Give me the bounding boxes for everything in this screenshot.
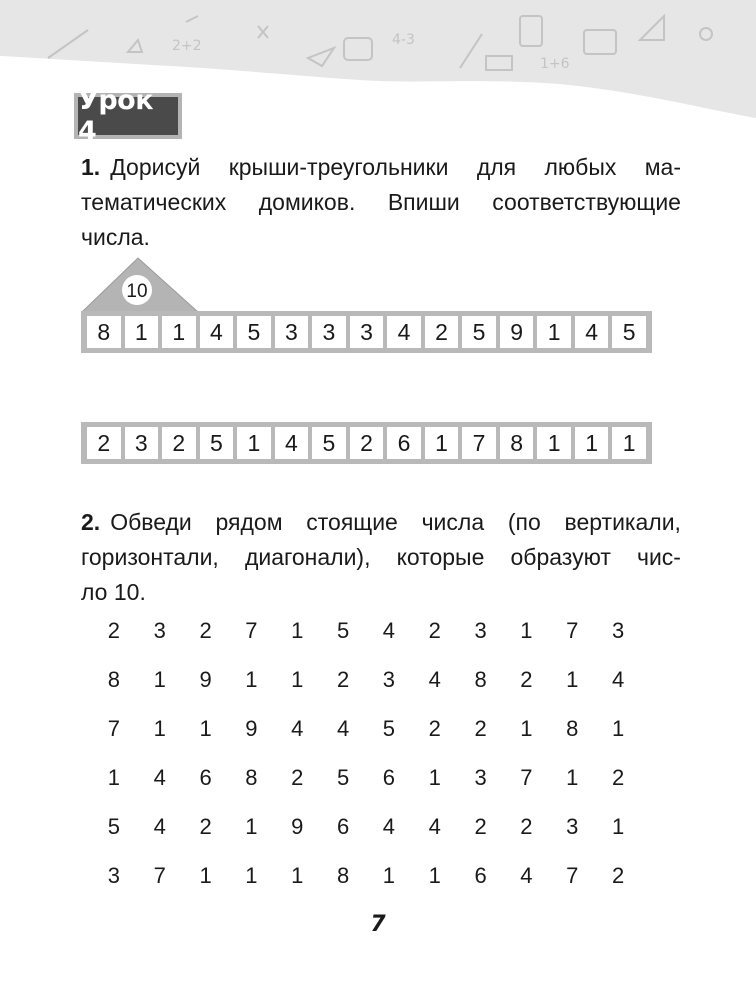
grid-number: 8	[336, 862, 350, 888]
grid-number: 4	[520, 862, 533, 888]
number-cell: 5	[612, 316, 646, 348]
number-cell: 4	[275, 427, 309, 459]
task-1-line-3: числа.	[81, 224, 150, 250]
grid-number: 1	[291, 666, 304, 692]
page-number: 7	[370, 912, 386, 937]
grid-number: 2	[611, 862, 625, 888]
task-2-line-1-word: (по	[507, 509, 541, 535]
task-1-line-2-word: тематических	[81, 189, 227, 215]
number-cell: 1	[537, 427, 571, 459]
grid-number: 6	[336, 813, 350, 839]
task-2-line-1-word: Обведи	[110, 509, 192, 535]
grid-number: 2	[199, 813, 212, 839]
task-1-number: 1.	[81, 154, 101, 180]
grid-number: 1	[566, 666, 579, 692]
grid-number: 1	[153, 715, 166, 741]
number-cell: 2	[425, 316, 459, 348]
task-2-line-1-word: рядом	[215, 509, 283, 535]
number-cell: 4	[200, 316, 234, 348]
grid-number: 2	[336, 666, 350, 692]
task-2-line-2-word: образуют	[510, 544, 611, 570]
task-2-line-2-word: которые	[396, 544, 485, 570]
svg-text:1+6: 1+6	[540, 56, 570, 72]
number-cell: 4	[387, 316, 421, 348]
number-cell: 1	[612, 427, 646, 459]
grid-number: 7	[245, 617, 258, 643]
task-2-line-2-word: диагонали),	[244, 544, 371, 570]
number-cell: 3	[275, 316, 309, 348]
number-cell: 5	[462, 316, 496, 348]
svg-text:4-3: 4-3	[392, 32, 415, 48]
grid-number: 2	[520, 666, 533, 692]
number-cell: 1	[125, 316, 159, 348]
grid-number: 4	[153, 813, 166, 839]
grid-number: 1	[199, 862, 212, 888]
grid-number: 7	[107, 715, 121, 741]
task-2-line-2-word: горизонтали,	[81, 544, 219, 570]
number-cell: 3	[312, 316, 346, 348]
grid-number: 2	[611, 764, 625, 790]
number-cell: 1	[425, 427, 459, 459]
grid-number: 6	[199, 764, 212, 790]
grid-number: 1	[291, 862, 304, 888]
number-cell: 5	[312, 427, 346, 459]
number-house-row-2	[81, 422, 652, 464]
grid-number: 5	[107, 813, 121, 839]
grid-number: 2	[428, 715, 441, 741]
grid-number: 8	[474, 666, 487, 692]
task-1-line-1-word: для	[476, 154, 517, 180]
grid-number: 4	[428, 813, 441, 839]
grid-number: 4	[153, 764, 166, 790]
number-cell: 5	[200, 427, 234, 459]
number-cell: 8	[500, 427, 534, 459]
task-1-line-2	[81, 185, 681, 220]
task-1-line-1-word: ма-	[644, 154, 681, 180]
grid-number: 4	[382, 617, 396, 643]
grid-number: 9	[199, 666, 212, 692]
grid-number: 3	[566, 813, 579, 839]
number-cell: 3	[350, 316, 384, 348]
lesson-badge	[74, 85, 182, 147]
grid-number: 5	[382, 715, 396, 741]
grid-number: 5	[336, 764, 350, 790]
task-2-line-2-word: чис-	[636, 544, 681, 570]
grid-number: 7	[566, 862, 579, 888]
grid-number: 2	[474, 813, 487, 839]
grid-number: 3	[107, 862, 121, 888]
task-2-line-1	[81, 505, 681, 540]
number-grid	[91, 606, 641, 900]
grid-number: 2	[199, 617, 212, 643]
grid-number: 4	[291, 715, 304, 741]
grid-number: 1	[382, 862, 396, 888]
grid-number: 1	[611, 813, 625, 839]
grid-number: 4	[336, 715, 350, 741]
grid-number: 1	[520, 617, 533, 643]
task-1-line-1-word: Дорисуй	[110, 154, 201, 180]
grid-number: 2	[428, 617, 441, 643]
task-2-instructions	[81, 505, 681, 610]
grid-number: 4	[611, 666, 625, 692]
task-1-line-2-word: домиков.	[258, 189, 356, 215]
grid-number: 1	[611, 715, 625, 741]
number-cell: 2	[162, 427, 196, 459]
task-1-line-2-word: Впиши	[387, 189, 460, 215]
grid-number: 6	[382, 764, 396, 790]
grid-number: 2	[474, 715, 487, 741]
number-cell: 6	[387, 427, 421, 459]
number-cell: 9	[500, 316, 534, 348]
number-house-row-1	[81, 311, 652, 353]
number-cell: 5	[237, 316, 271, 348]
grid-number: 1	[107, 764, 121, 790]
number-cell: 2	[87, 427, 121, 459]
number-cell: 4	[575, 316, 609, 348]
task-1-instructions	[81, 150, 681, 255]
grid-number: 1	[199, 715, 212, 741]
grid-number: 7	[153, 862, 166, 888]
grid-number: 1	[566, 764, 579, 790]
example-roof-triangle	[80, 256, 200, 312]
grid-number: 1	[428, 764, 441, 790]
number-cell: 3	[125, 427, 159, 459]
grid-number: 7	[520, 764, 533, 790]
task-2-line-1-word: вертикали,	[564, 509, 681, 535]
number-cell: 1	[575, 427, 609, 459]
grid-number: 1	[520, 715, 533, 741]
grid-number: 2	[107, 617, 121, 643]
grid-number: 8	[107, 666, 121, 692]
grid-number: 1	[153, 666, 166, 692]
grid-number: 8	[566, 715, 579, 741]
grid-number: 9	[245, 715, 258, 741]
number-cell: 8	[87, 316, 121, 348]
grid-number: 6	[474, 862, 487, 888]
grid-number: 8	[245, 764, 258, 790]
lesson-title: Урок 4	[78, 97, 178, 135]
grid-number: 7	[566, 617, 579, 643]
grid-number: 5	[336, 617, 350, 643]
grid-number: 3	[153, 617, 166, 643]
number-cell: 2	[350, 427, 384, 459]
grid-number: 1	[245, 666, 258, 692]
number-cell: 1	[237, 427, 271, 459]
grid-number: 4	[428, 666, 441, 692]
grid-number: 1	[291, 617, 304, 643]
grid-number: 1	[245, 813, 258, 839]
number-cell: 7	[462, 427, 496, 459]
task-1-line-1-word: крыши-треугольники	[228, 154, 449, 180]
task-1-line-1	[81, 150, 681, 185]
task-2-line-1-word: стоящие	[306, 509, 398, 535]
task-2-line-3: ло 10.	[81, 579, 146, 605]
roof-value: 10	[126, 281, 148, 302]
task-1-line-2-word: соответствующие	[492, 189, 681, 215]
grid-number: 2	[520, 813, 533, 839]
task-2-line-2	[81, 540, 681, 575]
task-2-line-1-word: числа	[421, 509, 485, 535]
grid-number: 3	[474, 764, 487, 790]
grid-number: 4	[382, 813, 396, 839]
grid-number: 1	[245, 862, 258, 888]
grid-number: 3	[382, 666, 396, 692]
task-1-line-1-word: любых	[544, 154, 617, 180]
svg-text:2+2: 2+2	[172, 38, 202, 54]
task-2-number: 2.	[81, 509, 101, 535]
grid-number: 1	[428, 862, 441, 888]
grid-number: 9	[291, 813, 304, 839]
number-cell: 1	[537, 316, 571, 348]
number-cell: 1	[162, 316, 196, 348]
grid-number: 3	[611, 617, 625, 643]
grid-number: 3	[474, 617, 487, 643]
grid-number: 2	[291, 764, 304, 790]
